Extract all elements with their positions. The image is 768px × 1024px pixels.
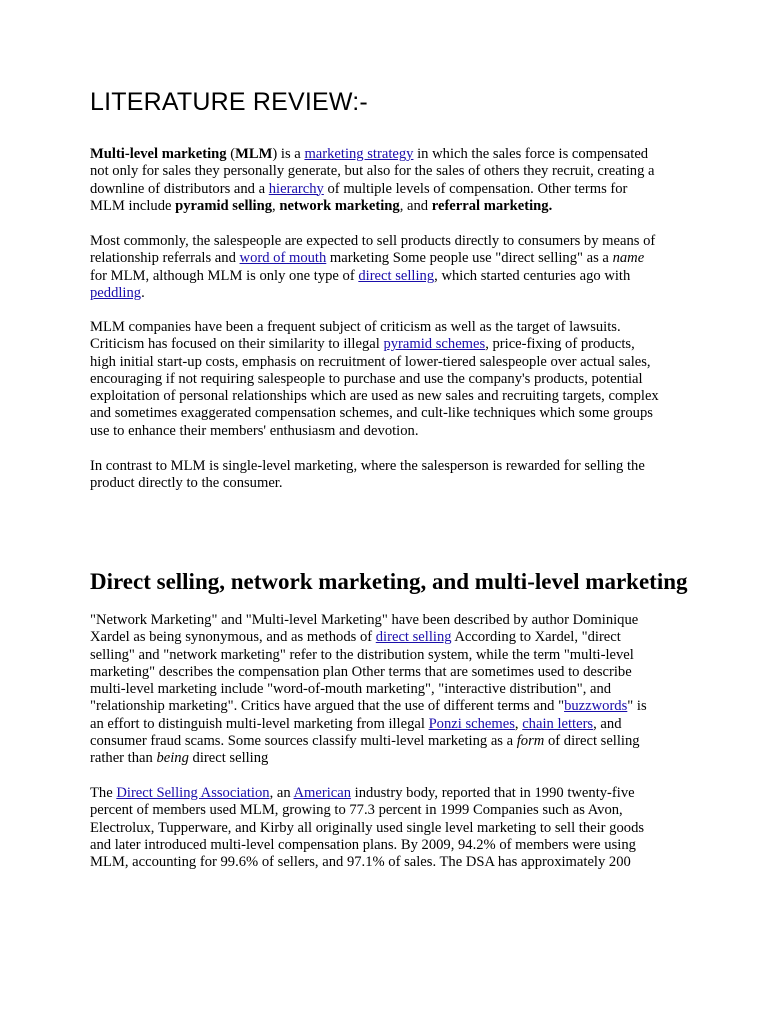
text-line: "Network Marketing" and "Multi-level Marketing" have been described by author Dominique bbox=[90, 612, 639, 628]
bold-term: Multi-level marketing bbox=[90, 146, 227, 162]
text-span: of multiple levels of compensation. Other terms for bbox=[323, 180, 628, 197]
italic-term: name bbox=[612, 250, 645, 267]
text-line bbox=[90, 716, 690, 733]
link-marketing-strategy[interactable]: marketing strategy bbox=[304, 146, 414, 162]
link-direct-selling-2[interactable]: direct selling bbox=[375, 629, 452, 646]
text-span: for MLM, although MLM is only one type of bbox=[90, 267, 359, 284]
text-line: not only for sales they personally generate, but also for the sales of others they recruit, creating a bbox=[90, 163, 655, 180]
text-span: MLM include bbox=[90, 197, 176, 214]
text-line bbox=[90, 181, 690, 198]
text-line: selling" and "network marketing" refer to the distribution system, while the term "multi-level bbox=[90, 646, 634, 663]
text-span: an effort to distinguish multi-level marketing from illegal bbox=[90, 715, 429, 732]
text-span: The bbox=[90, 785, 117, 801]
paragraph-network-marketing bbox=[90, 612, 690, 768]
text-line: Most commonly, the salespeople are expected to sell products directly to consumers by means of bbox=[90, 233, 656, 249]
text-span: of direct selling bbox=[544, 733, 640, 750]
link-direct-selling-association[interactable]: Direct Selling Association bbox=[116, 785, 270, 801]
text-line bbox=[90, 250, 690, 267]
text-line: and later introduced multi-level compensation plans. By 2009, 94.2% of members were using bbox=[90, 836, 636, 853]
page-title: LITERATURE REVIEW:- bbox=[90, 88, 368, 116]
text-span: , which started centuries ago with bbox=[434, 267, 631, 284]
bold-term: MLM bbox=[235, 146, 273, 162]
text-line: and sometimes exaggerated compensation schemes, and cult-like techniques which some groups bbox=[90, 405, 653, 422]
text-span: , price-fixing of products, bbox=[485, 336, 635, 353]
text-line: marketing" describes the compensation plan Other terms that are sometimes used to describe bbox=[90, 663, 632, 680]
text-line bbox=[90, 629, 690, 646]
link-direct-selling[interactable]: direct selling bbox=[358, 267, 435, 284]
text-span: marketing Some people use "direct selling" as a bbox=[326, 250, 613, 267]
text-span: , bbox=[272, 197, 280, 214]
text-span: industry body, reported that in 1990 twenty-five bbox=[351, 785, 635, 801]
text-line: MLM companies have been a frequent subject of criticism as well as the target of lawsuits. bbox=[90, 319, 621, 335]
text-span: . bbox=[141, 284, 145, 301]
text-span: , and bbox=[593, 715, 622, 732]
paragraph-criticism bbox=[90, 319, 690, 440]
link-buzzwords[interactable]: buzzwords bbox=[564, 698, 628, 715]
paragraph-direct-selling bbox=[90, 233, 690, 302]
text-line bbox=[90, 268, 690, 285]
italic-term: being bbox=[156, 750, 189, 767]
text-line bbox=[90, 285, 690, 302]
text-span: , an bbox=[269, 785, 294, 801]
link-chain-letters[interactable]: chain letters bbox=[522, 715, 594, 732]
link-peddling[interactable]: peddling bbox=[90, 284, 142, 301]
text-span: ( bbox=[226, 146, 236, 162]
paragraph-dsa bbox=[90, 785, 690, 871]
text-line bbox=[90, 698, 690, 715]
link-pyramid-schemes[interactable]: pyramid schemes bbox=[383, 336, 486, 353]
text-line: high initial start-up costs, emphasis on recruitment of lower-tiered salespeople over actual sales, bbox=[90, 353, 651, 370]
bold-term: referral marketing. bbox=[431, 197, 553, 214]
text-span: According to Xardel, "direct bbox=[451, 629, 621, 646]
text-span: "relationship marketing". Critics have argued that the use of different terms and " bbox=[90, 698, 565, 715]
text-line: In contrast to MLM is single-level marketing, where the salesperson is rewarded for selling the bbox=[90, 458, 645, 474]
text-line: MLM, accounting for 99.6% of sellers, and 97.1% of sales. The DSA has approximately 200 bbox=[90, 854, 631, 871]
text-line: product directly to the consumer. bbox=[90, 475, 283, 492]
paragraph-mlm-definition bbox=[90, 146, 690, 215]
text-span: , and bbox=[399, 197, 432, 214]
text-line: multi-level marketing include "word-of-mouth marketing", "interactive distribution", and bbox=[90, 681, 612, 698]
text-span: , bbox=[514, 715, 523, 732]
text-line: percent of members used MLM, growing to 77.3 percent in 1999 Companies such as Avon, bbox=[90, 802, 623, 819]
text-span: in which the sales force is compensated bbox=[413, 146, 649, 162]
text-span: " is bbox=[627, 698, 647, 715]
link-ponzi-schemes[interactable]: Ponzi schemes bbox=[428, 715, 515, 732]
paragraph-single-level bbox=[90, 458, 690, 493]
section-heading: Direct selling, network marketing, and multi-level marketing bbox=[90, 569, 688, 594]
bold-term: network marketing bbox=[279, 197, 400, 214]
text-line bbox=[90, 750, 690, 767]
text-line: use to enhance their members' enthusiasm and devotion. bbox=[90, 422, 419, 439]
text-line bbox=[90, 733, 690, 750]
text-span: Xardel as being synonymous, and as methods of bbox=[90, 629, 376, 646]
text-line bbox=[90, 785, 690, 802]
text-span: ) is a bbox=[272, 146, 305, 162]
text-line: exploitation of personal relationships which are used as new sales and recruiting targets, complex bbox=[90, 388, 659, 405]
text-span: Criticism has focused on their similarity to illegal bbox=[90, 336, 384, 353]
link-word-of-mouth[interactable]: word of mouth bbox=[239, 250, 327, 267]
text-span: downline of distributors and a bbox=[90, 180, 269, 197]
text-line bbox=[90, 336, 690, 353]
text-span: consumer fraud scams. Some sources classify multi-level marketing as a bbox=[90, 733, 517, 750]
text-line: encouraging if not requiring salespeople to purchase and use the company's products, potential bbox=[90, 370, 643, 387]
text-line bbox=[90, 198, 690, 215]
text-span: rather than bbox=[90, 750, 157, 767]
text-line bbox=[90, 146, 690, 163]
italic-term: form bbox=[516, 733, 545, 750]
text-span: relationship referrals and bbox=[90, 250, 240, 267]
text-span: direct selling bbox=[188, 750, 269, 767]
text-line: Electrolux, Tupperware, and Kirby all originally used single level marketing to sell their goods bbox=[90, 819, 645, 836]
link-american[interactable]: American bbox=[293, 785, 352, 801]
link-hierarchy[interactable]: hierarchy bbox=[268, 180, 324, 197]
bold-term: pyramid selling bbox=[175, 197, 273, 214]
